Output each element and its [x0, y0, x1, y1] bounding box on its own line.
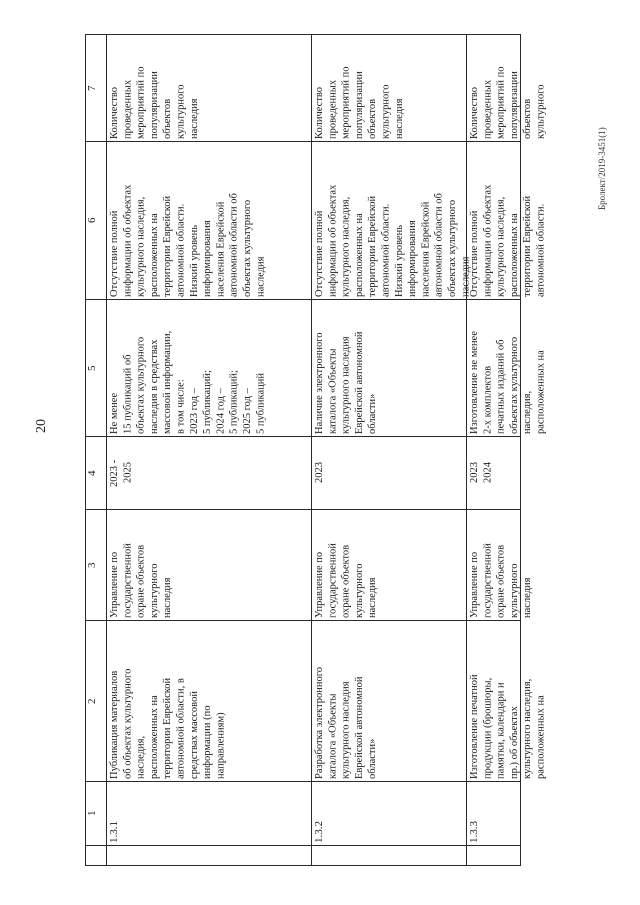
page-number: 20 [34, 419, 49, 433]
executor-cell: Управление по государственной охране объектов культурного наследия [469, 543, 534, 618]
executor-cell: Управление по государственной охране объектов культурного наследия [314, 543, 379, 618]
executor-cell: Управление по государственной охране объектов культурного наследия [109, 543, 174, 618]
header-cell: 1 [86, 810, 98, 817]
consequences-cell: Отсутствие полной информации об объектах культурного наследия, расположенных на территории Еврейской автономной области. [469, 184, 547, 297]
row-number-cell: 1.3.3 [468, 821, 480, 843]
header-cell: 3 [86, 562, 98, 568]
indicator-cell: Количество проведенных мероприятий по популяризации объектов культурного наследия [314, 66, 405, 139]
activity-cell: Разработка электронного каталога «Объекты культурного наследия Еврейской автономной области» [314, 666, 379, 779]
activity-cell: Изготовление печатной продукции (брошюры, памятки, календари и пр.) об объектах культурного наследия, расположенных на [469, 674, 547, 779]
header-cell: 5 [86, 365, 98, 371]
activities-table [85, 34, 547, 866]
indicator-cell: Количество проведенных мероприятий по популяризации объектов культурного наследия [109, 66, 200, 139]
header-cell: 7 [86, 85, 98, 91]
result-cell: Не менее 15 публикаций об объектах культурного наследия в средствах массовой информации, в том числе: 2023 год – 5 публикаций; 2024 год – 5 публикаций; 2025 год – 5 публикаций [109, 330, 267, 434]
header-cell: 4 [86, 470, 98, 476]
indicator-cell: Количество проведенных мероприятий по популяризации объектов культурного [469, 66, 547, 139]
activity-cell: Публикация материалов об объектах культурного наследия, расположенных на территории Еврейской автономной области, в средствах массовой информации (по направлениям) [109, 668, 227, 779]
result-cell: Наличие электронного каталога «Объекты культурного наследия Еврейской автономной области» [314, 331, 379, 434]
document-code: Бролект/2019-3451(1) [597, 127, 607, 210]
result-cell: Изготовление не менее 2-х комплектов печатных изданий об объектах культурного наследия, расположенных на [469, 331, 547, 434]
header-cell: 6 [86, 217, 98, 224]
column-divider [85, 845, 521, 846]
row-number-cell: 1.3.1 [108, 821, 120, 843]
table-border-bottom [85, 865, 521, 866]
period-cell: 2023 - 2025 [109, 459, 134, 487]
row-number-cell: 1.3.2 [313, 821, 325, 843]
header-cell: 2 [86, 698, 98, 704]
period-cell: 2023 [314, 462, 325, 484]
consequences-cell: Отсутствие полной информации об объектах культурного наследия, расположенных на территории Еврейской автономной области. Низкий уровень информирования населения Еврейской автономной области об объектах культурного наследия [314, 184, 472, 297]
consequences-cell: Отсутствие полной информации об объектах культурного наследия, расположенных на территории Еврейской автономной области. Низкий уровень информирования населения Еврейской автономной области об объектах культурного наследия [109, 184, 267, 297]
period-cell: 2023 2024 [469, 462, 494, 484]
